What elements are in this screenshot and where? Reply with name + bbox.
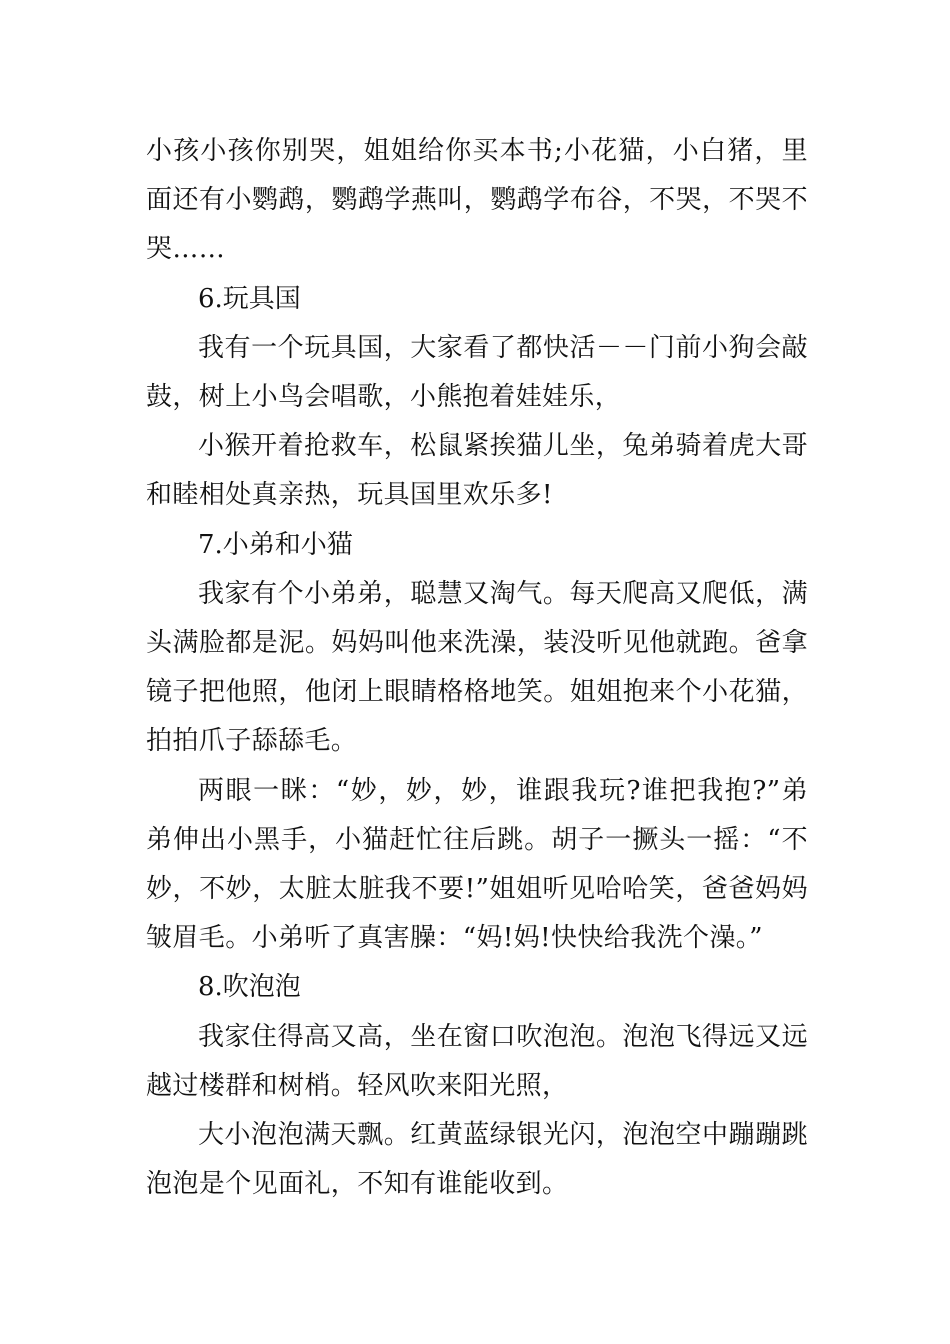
document-body [146,127,808,1209]
paragraph-toy-kingdom-1: 我有一个玩具国，大家看了都快活－－门前小狗会敲鼓，树上小鸟会唱歌，小熊抱着娃娃乐， [146,332,808,413]
section-heading-brother-and-cat: 7.小弟和小猫 [198,529,353,560]
section-heading-blowing-bubbles: 8.吹泡泡 [198,972,301,1003]
paragraph-lullaby-continuation: 小孩小孩你别哭，姐姐给你买本书;小花猫，小白猪，里面还有小鹦鹉，鹦鹉学燕叫，鹦鹉学布谷，不哭，不哭不哭…… [146,136,808,265]
paragraph-brother-and-cat-2: 两眼一眯：“妙，妙，妙，谁跟我玩?谁把我抱?”弟弟伸出小黑手，小猫赶忙往后跳。胡子一撅头一摇：“不妙，不妙，太脏太脏我不要!”姐姐听见哈哈笑，爸爸妈妈皱眉毛。小弟听了真害臊：“妈!妈!快快给我洗个澡。” [146,775,808,954]
section-heading-toy-kingdom: 6.玩具国 [198,283,301,314]
paragraph-toy-kingdom-2: 小猴开着抢救车，松鼠紧挨猫儿坐，兔弟骑着虎大哥和睦相处真亲热，玩具国里欢乐多! [146,431,808,511]
paragraph-brother-and-cat-1: 我家有个小弟弟，聪慧又淘气。每天爬高又爬低，满头满脸都是泥。妈妈叫他来洗澡，装没听见他就跑。爸拿镜子把他照，他闭上眼睛格格地笑。姐姐抱来个小花猫，拍拍爪子舔舔毛。 [146,578,808,757]
paragraph-blowing-bubbles-2: 大小泡泡满天飘。红黄蓝绿银光闪，泡泡空中蹦蹦跳泡泡是个见面礼，不知有谁能收到。 [146,1120,808,1200]
paragraph-blowing-bubbles-1: 我家住得高又高，坐在窗口吹泡泡。泡泡飞得远又远越过楼群和树梢。轻风吹来阳光照， [146,1021,808,1101]
